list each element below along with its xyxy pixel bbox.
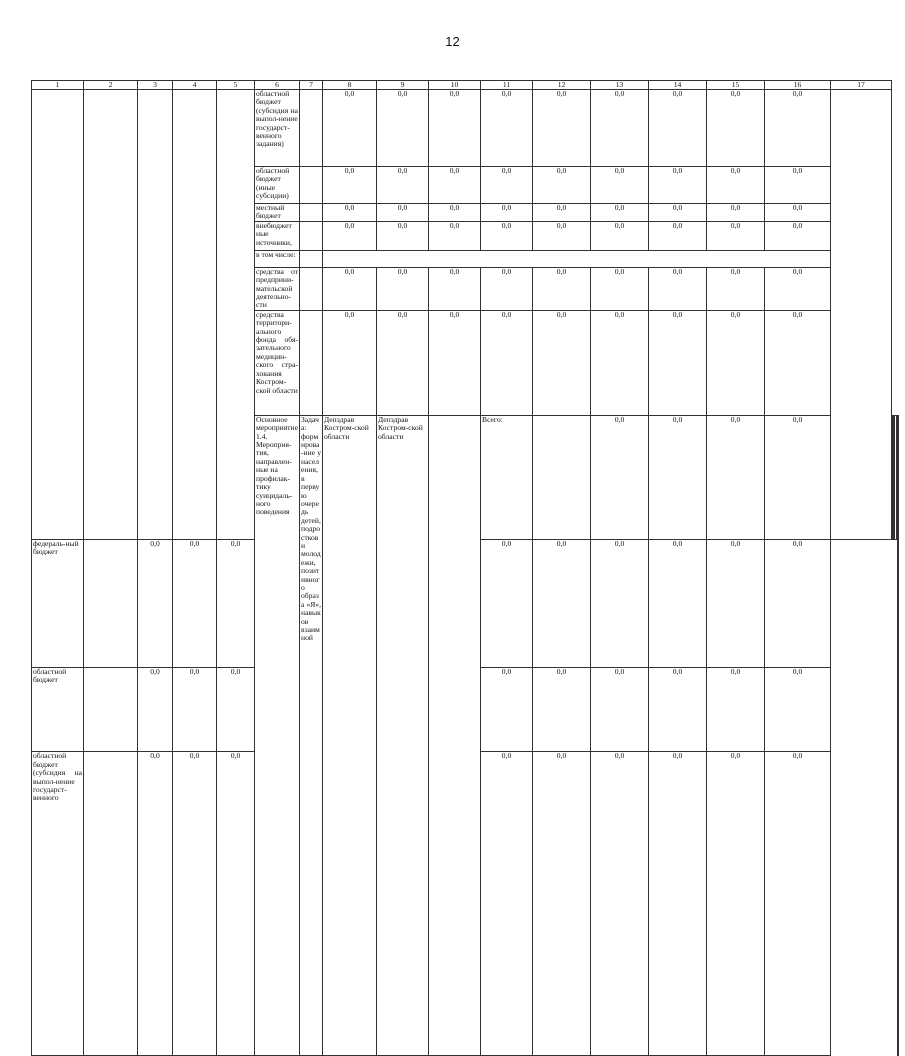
- cell-empty: [84, 752, 138, 1055]
- column-header: 12: [533, 81, 591, 90]
- value-cell: 0,0: [591, 167, 649, 204]
- value-cell: 0,0: [649, 310, 707, 415]
- column-header: 7: [300, 81, 323, 90]
- cell-empty: [323, 250, 831, 267]
- cell-empty: [84, 90, 138, 540]
- column-header: 17: [831, 81, 892, 90]
- funding-source-label: Всего:: [481, 415, 533, 539]
- cell-empty: [300, 250, 323, 267]
- column-header: 8: [323, 81, 377, 90]
- value-cell: 0,0: [481, 267, 533, 310]
- value-cell: 0,0: [323, 90, 377, 167]
- value-cell: 0,0: [323, 310, 377, 415]
- value-cell: 0,0: [649, 90, 707, 167]
- value-cell: 0,0: [533, 310, 591, 415]
- value-cell: 0,0: [707, 668, 765, 752]
- column-header: 16: [765, 81, 831, 90]
- funding-source-label: в том числе:: [255, 250, 300, 267]
- funding-source-label: средства от предприни-мательской деятельно-сти: [256, 267, 298, 310]
- value-cell: 0,0: [429, 267, 481, 310]
- cell-empty: [300, 90, 323, 167]
- funding-source-label: федераль-ный бюджет: [32, 540, 84, 668]
- column-header: 2: [84, 81, 138, 90]
- value-cell: 0,0: [173, 752, 217, 1055]
- value-cell: 0,0: [481, 310, 533, 415]
- program-table: [31, 80, 899, 1056]
- cell-empty: [173, 90, 217, 540]
- value-cell: 0,0: [429, 221, 481, 250]
- value-cell: 0,0: [591, 540, 649, 668]
- value-cell: 0,0: [481, 167, 533, 204]
- value-cell: 0,0: [138, 668, 173, 752]
- value-cell: 0,0: [707, 752, 765, 1055]
- value-cell: 0,0: [765, 752, 831, 1055]
- value-cell: 0,0: [533, 668, 591, 752]
- page-number: 12: [445, 34, 460, 49]
- column-header: 13: [591, 81, 649, 90]
- funding-source-label: областной бюджет (субсидия на выпол-нение государст-венного: [32, 752, 84, 1055]
- value-cell: 0,0: [707, 267, 765, 310]
- value-cell: 0,0: [591, 668, 649, 752]
- value-cell: 0,0: [765, 540, 831, 668]
- value-cell: 0,0: [377, 221, 429, 250]
- value-cell: 0,0: [591, 90, 649, 167]
- cell-empty: [300, 204, 323, 222]
- cell-empty: [429, 415, 481, 1055]
- value-cell: 0,0: [481, 204, 533, 222]
- value-cell: 0,0: [429, 90, 481, 167]
- value-cell: 0,0: [591, 752, 649, 1055]
- value-cell: 0,0: [533, 90, 591, 167]
- column-header: 6: [255, 81, 300, 90]
- value-cell: 0,0: [649, 415, 707, 539]
- value-cell: 0,0: [429, 167, 481, 204]
- value-cell: 0,0: [765, 415, 831, 539]
- cell-empty: [32, 90, 84, 540]
- value-cell: 0,0: [765, 267, 831, 310]
- funding-source-label: областной бюджет: [32, 668, 84, 752]
- expected-result: [897, 415, 898, 1055]
- value-cell: 0,0: [481, 90, 533, 167]
- value-cell: 0,0: [649, 540, 707, 668]
- value-cell: 0,0: [591, 415, 649, 539]
- value-cell: 0,0: [217, 668, 255, 752]
- value-cell: 0,0: [707, 167, 765, 204]
- value-cell: 0,0: [429, 310, 481, 415]
- value-cell: 0,0: [429, 204, 481, 222]
- value-cell: 0,0: [765, 90, 831, 167]
- value-cell: 0,0: [323, 204, 377, 222]
- value-cell: 0,0: [377, 167, 429, 204]
- value-cell: 0,0: [707, 310, 765, 415]
- column-header: 1: [32, 81, 84, 90]
- value-cell: 0,0: [765, 310, 831, 415]
- value-cell: 0,0: [649, 167, 707, 204]
- funding-source-label: средства территори-ального фонда обя-зательного медицин-ского стра-хования Костром-ской области: [255, 310, 300, 415]
- value-cell: 0,0: [323, 167, 377, 204]
- cell-empty: [300, 310, 323, 415]
- table-row: [32, 90, 899, 167]
- executor-cell: Депздрав Костром-ской области: [323, 415, 377, 1055]
- value-cell: 0,0: [138, 540, 173, 668]
- cell-empty: [84, 668, 138, 752]
- value-cell: 0,0: [765, 668, 831, 752]
- value-cell: 0,0: [707, 221, 765, 250]
- funding-source-label: областной бюджет (иные субсидии): [255, 167, 300, 204]
- cell-empty: [300, 267, 323, 310]
- funding-source-label: областной бюджет (субсидия на выпол-нение государст-венного задания): [255, 90, 300, 167]
- cell-empty: [300, 221, 323, 250]
- column-header: 5: [217, 81, 255, 90]
- value-cell: 0,0: [591, 204, 649, 222]
- column-header: 14: [649, 81, 707, 90]
- value-cell: 0,0: [649, 752, 707, 1055]
- value-cell: 0,0: [377, 310, 429, 415]
- funding-source-label: внебюджет ные источники,: [255, 221, 300, 250]
- column-header: 15: [707, 81, 765, 90]
- value-cell: 0,0: [323, 221, 377, 250]
- value-cell: 0,0: [649, 221, 707, 250]
- value-cell: 0,0: [377, 90, 429, 167]
- cell-empty: [217, 90, 255, 540]
- value-cell: 0,0: [481, 540, 533, 668]
- measure-task: Задача: формирова-ние у населения, в первую очередь детей, подростков и молодежи, позитивного образа «Я», навыков взаимной: [300, 415, 323, 1055]
- column-header: 11: [481, 81, 533, 90]
- value-cell: 0,0: [173, 540, 217, 668]
- value-cell: 0,0: [707, 415, 765, 539]
- value-cell: 0,0: [533, 167, 591, 204]
- value-cell: 0,0: [533, 204, 591, 222]
- value-cell: 0,0: [173, 668, 217, 752]
- value-cell: 0,0: [707, 540, 765, 668]
- value-cell: 0,0: [707, 204, 765, 222]
- value-cell: 0,0: [765, 221, 831, 250]
- value-cell: 0,0: [649, 267, 707, 310]
- cell-empty: [831, 90, 892, 540]
- value-cell: 0,0: [377, 267, 429, 310]
- value-cell: 0,0: [591, 267, 649, 310]
- value-cell: 0,0: [591, 310, 649, 415]
- cell-empty: [84, 540, 138, 668]
- value-cell: 0,0: [533, 267, 591, 310]
- value-cell: 0,0: [649, 204, 707, 222]
- value-cell: 0,0: [217, 540, 255, 668]
- responsible-cell: Депздрав Костром-ской области: [377, 415, 429, 1055]
- value-cell: 0,0: [707, 90, 765, 167]
- column-header: 10: [429, 81, 481, 90]
- value-cell: 0,0: [533, 221, 591, 250]
- value-cell: 0,0: [481, 752, 533, 1055]
- column-header: 9: [377, 81, 429, 90]
- measure-name: Основное мероприятие 1.4. Мероприя-тия, направлен-ные на профилак-тику суицидаль-ного поведения: [255, 415, 300, 1055]
- value-cell: 0,0: [765, 204, 831, 222]
- value-cell: 0,0: [533, 752, 591, 1055]
- value-cell: 0,0: [765, 167, 831, 204]
- value-cell: 0,0: [649, 668, 707, 752]
- value-cell: 0,0: [377, 204, 429, 222]
- value-cell: 0,0: [481, 668, 533, 752]
- cell-empty: [533, 415, 591, 539]
- value-cell: 0,0: [217, 752, 255, 1055]
- value-cell: 0,0: [138, 752, 173, 1055]
- column-header-row: [32, 81, 899, 90]
- value-cell: 0,0: [481, 221, 533, 250]
- funding-source-label: местный бюджет: [255, 204, 300, 222]
- value-cell: 0,0: [323, 267, 377, 310]
- value-cell: 0,0: [533, 540, 591, 668]
- cell-empty: [300, 167, 323, 204]
- column-header: 3: [138, 81, 173, 90]
- cell-empty: [138, 90, 173, 540]
- column-header: 4: [173, 81, 217, 90]
- value-cell: 0,0: [591, 221, 649, 250]
